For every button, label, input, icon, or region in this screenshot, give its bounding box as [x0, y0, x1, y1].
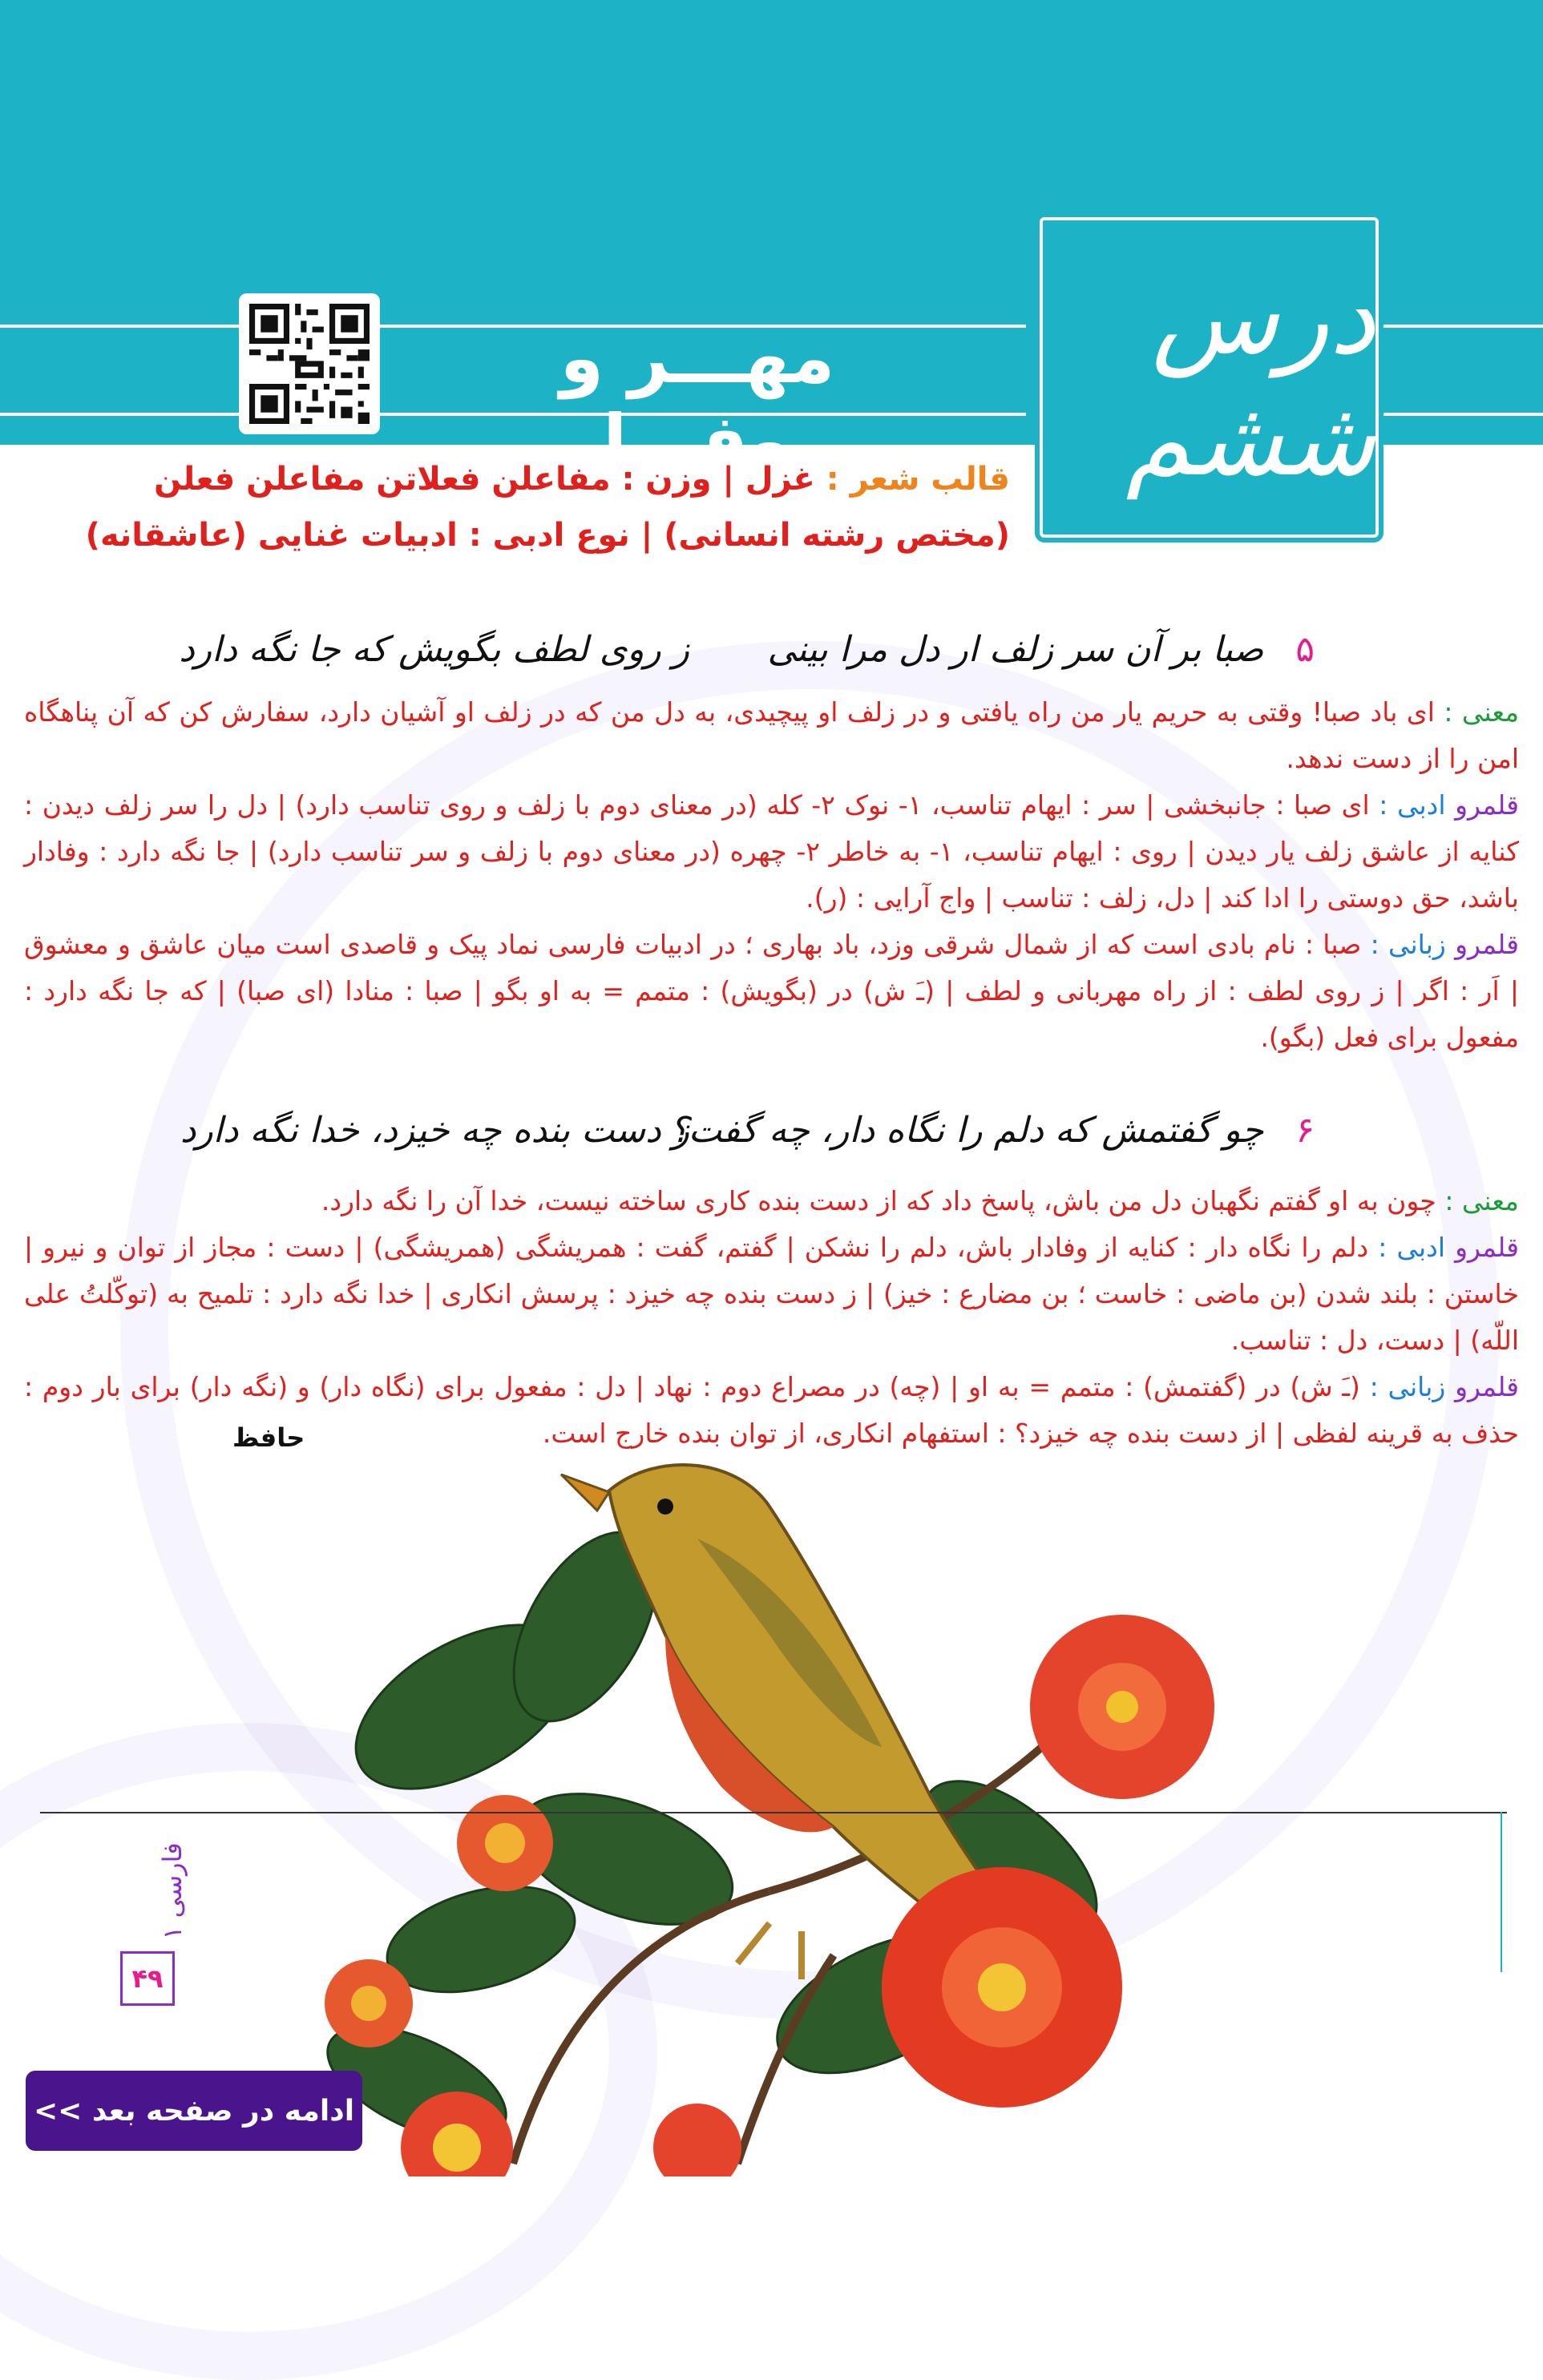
literary-paragraph: [24, 782, 1519, 922]
lesson-label: درس ششم: [1125, 256, 1375, 499]
lesson-badge: [1040, 217, 1379, 538]
literary-label: ادبی :: [1368, 1232, 1456, 1263]
verse-hemistich-1: چو گفتمش که دلم را نگاه دار، چه گفت؟: [669, 1110, 1264, 1151]
meaning-label: معنی :: [1436, 1185, 1519, 1216]
header-line: [1379, 413, 1543, 416]
poem-form-label: قالب شعر :: [814, 461, 1010, 498]
literary-text: ای صبا : جانبخشی | سر : ایهام تناسب، ۱- نوک ۲- کله (در معنای دوم با زلف و روی تناسب دارد) | دل را سر زلف دیدن : کنایه از عاشق زلف یار دیدن | روی : ایهام تناسب، ۱- به خاطر ۲- چهره (در معنای دوم با زلف و سر تناسب دارد) | جا نگه دارد : وفادار باشد، حق دوستی را ادا کند | دل، زلف : تناسب | واج آرایی : (ر).: [24, 789, 1519, 914]
verse-hemistich-1: صبا بر آن سر زلف ار دل مرا بینی: [767, 629, 1264, 670]
meaning-text: ای باد صبا! وقتی به حریم یار من راه یافتی و در زلف او پیچیدی، به دل من که در زلف او آشیان دارد، سفارش کن که آن پناهگاه امن را از دست ندهد.: [24, 696, 1519, 774]
verse-hemistich-2: ز روی لطف بگویش که جا نگه دارد: [179, 629, 689, 670]
page-number: ۴۹: [120, 1951, 175, 2006]
meaning-text: چون به او گفتم نگهبان دل من باش، پاسخ داد که از دست بنده کاری ساخته نیست، خدا آن را نگه دارد.: [321, 1185, 1436, 1216]
literary-text: دلم را نگاه دار : کنایه از وفادار باش، دلم را نشکن | گفتم، گفت : همریشگی (همریشگی) | دست : مجاز از توان و نیرو | خاستن : بلند شدن (بن ماضی : خاست ؛ بن مضارع : خیز) | ز دست بنده چه خیزد : پرسش انکاری | خدا نگه دارد : تلمیح به (توکّلتُ علی اللّه) | دست، دل : تناسب.: [24, 1232, 1519, 1356]
literary-type-line: (مختص رشته انسانی) | نوع ادبی : ادبیات غنایی (عاشقانه): [85, 517, 1010, 554]
verse-line: [180, 1110, 689, 1151]
poem-form-value: غزل | وزن : مفاعلن فعلاتن مفاعلن فعلن: [154, 461, 815, 498]
poet-name: حافظ: [232, 1422, 305, 1453]
book-name: فارسی ۱: [157, 1842, 188, 1940]
literary-label: قلمرو: [1455, 789, 1519, 821]
literary-label: ادبی :: [1369, 789, 1456, 821]
linguistic-label: قلمرو: [1455, 929, 1519, 960]
poem-form-line: [154, 461, 1010, 498]
linguistic-text: صبا : نام بادی است که از شمال شرقی وزد، باد بهاری ؛ در ادبیات فارسی نماد پیک و قاصدی است میان عاشق و معشوق | اَر : اگر | ز روی لطف : از راه مهربانی و لطف | (ـَ ش) در (بگویش) : متمم = به او بگو | صبا : منادا (ای صبا) | که جا نگه دارد : مفعول برای فعل (بگو).: [24, 929, 1519, 1053]
header-line: [1379, 325, 1543, 328]
literary-paragraph: [24, 1224, 1519, 1364]
meaning-paragraph: [24, 689, 1519, 782]
bird-flower-illustration: [321, 1442, 1242, 2176]
side-divider: [1501, 1812, 1502, 1972]
verse-line: [669, 1110, 1315, 1151]
page-title: مهـــر و وفـــا: [559, 317, 835, 482]
linguistic-label: زبانی :: [1359, 1371, 1456, 1402]
verse-hemistich-2: ز دست بنده چه خیزد، خدا نگه دارد: [180, 1110, 689, 1151]
verse-number: ۶: [1295, 1110, 1315, 1151]
qr-code-icon[interactable]: [239, 293, 380, 434]
continue-next-page-button[interactable]: ادامه در صفحه بعد >>: [26, 2071, 362, 2151]
verse-line: [179, 629, 689, 670]
linguistic-paragraph: [24, 922, 1519, 1061]
verse-line: [767, 629, 1315, 670]
bottom-divider: [40, 1812, 1507, 1813]
linguistic-text: (ـَ ش) در (گفتمش) : متمم = به او | (چه) در مصراع دوم : نهاد | دل : مفعول برای (نگاه دار) و (نگه دار) برای بار دوم : حذف به قرینه لفظی | از دست بنده چه خیزد؟ : استفهام انکاری، از توان بنده خارج است.: [24, 1371, 1519, 1449]
verse-number: ۵: [1295, 629, 1315, 670]
linguistic-label: قلمرو: [1455, 1371, 1520, 1402]
meaning-label: معنی :: [1434, 696, 1519, 728]
literary-label: قلمرو: [1455, 1232, 1519, 1263]
meaning-paragraph: [24, 1178, 1519, 1224]
linguistic-label: زبانی :: [1361, 929, 1456, 960]
